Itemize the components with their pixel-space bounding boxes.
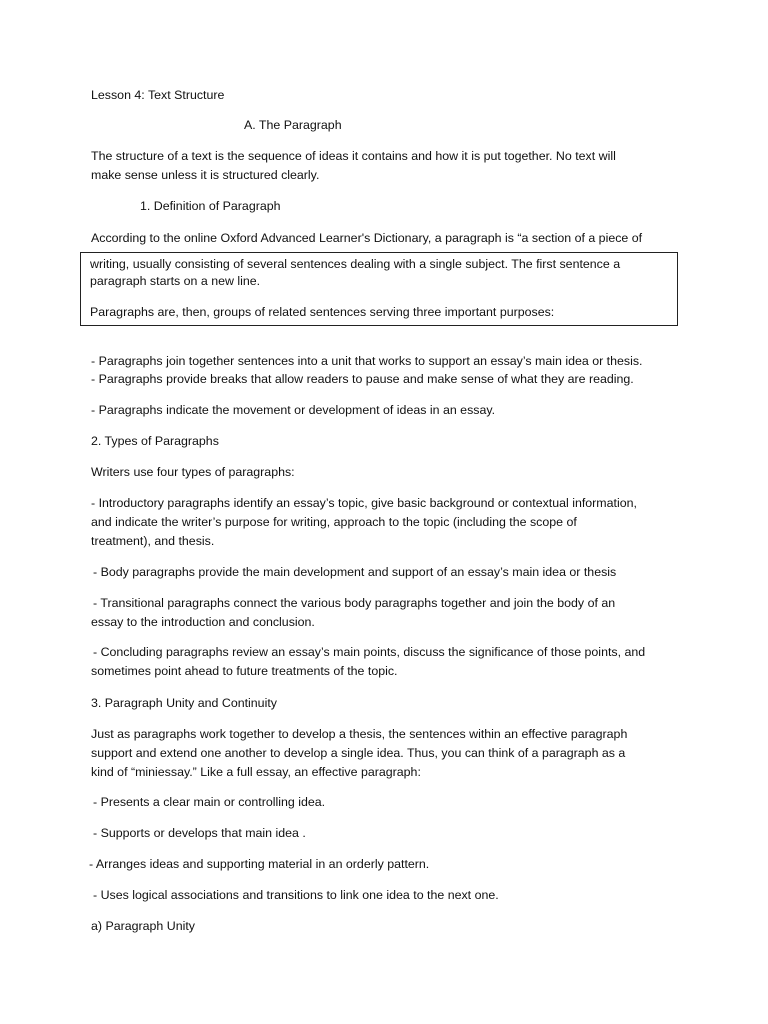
purpose-item-1: - Paragraphs join together sentences into a unit that works to support an essay’s main idea or thesis. [91,354,643,368]
type-concluding-line-2: sometimes point ahead to future treatments of the topic. [91,664,398,678]
box-line-2: paragraph starts on a new line. [90,274,261,288]
intro-line-1: The structure of a text is the sequence of ideas it contains and how it is put together. No text will [91,149,616,163]
type-intro-line-3: treatment), and thesis. [91,534,215,548]
type-transitional-line-2: essay to the introduction and conclusion. [91,615,315,629]
types-intro: Writers use four types of paragraphs: [91,465,295,479]
purpose-item-2: - Paragraphs provide breaks that allow readers to pause and make sense of what they are reading. [91,372,634,386]
definition-heading: 1. Definition of Paragraph [140,199,281,213]
paragraph-unity-heading: a) Paragraph Unity [91,919,195,933]
definition-box [80,252,678,326]
section-heading-paragraph: A. The Paragraph [244,118,342,132]
type-transitional-line-1: - Transitional paragraphs connect the various body paragraphs together and join the body of an [93,596,616,610]
unity-bullet-1: - Presents a clear main or controlling idea. [93,795,326,809]
type-concluding-line-1: - Concluding paragraphs review an essay’s main points, discuss the significance of those points, and [93,645,646,659]
unity-bullet-2: - Supports or develops that main idea . [93,826,306,840]
unity-bullet-3: - Arranges ideas and supporting material in an orderly pattern. [89,857,430,871]
box-line-1: writing, usually consisting of several sentences dealing with a single subject. The first sentence a [90,257,621,271]
unity-heading: 3. Paragraph Unity and Continuity [91,696,277,710]
unity-bullet-4: - Uses logical associations and transitions to link one idea to the next one. [93,888,499,902]
unity-line-1: Just as paragraphs work together to develop a thesis, the sentences within an effective paragraph [91,727,628,741]
definition-line-1: According to the online Oxford Advanced Learner's Dictionary, a paragraph is “a section of a piece of [91,231,643,245]
lesson-title: Lesson 4: Text Structure [91,88,225,102]
purpose-item-3: - Paragraphs indicate the movement or development of ideas in an essay. [91,403,496,417]
unity-line-3: kind of “miniessay.” Like a full essay, an effective paragraph: [91,765,421,779]
intro-line-2: make sense unless it is structured clearly. [91,168,320,182]
type-intro-line-1: - Introductory paragraphs identify an essay’s topic, give basic background or contextual information, [91,496,637,510]
box-line-3: Paragraphs are, then, groups of related sentences serving three important purposes: [90,305,555,319]
type-body: - Body paragraphs provide the main development and support of an essay’s main idea or thesis [93,565,617,579]
unity-line-2: support and extend one another to develop a single idea. Thus, you can think of a paragraph as a [91,746,626,760]
type-intro-line-2: and indicate the writer’s purpose for writing, approach to the topic (including the scope of [91,515,577,529]
types-heading: 2. Types of Paragraphs [91,434,219,448]
